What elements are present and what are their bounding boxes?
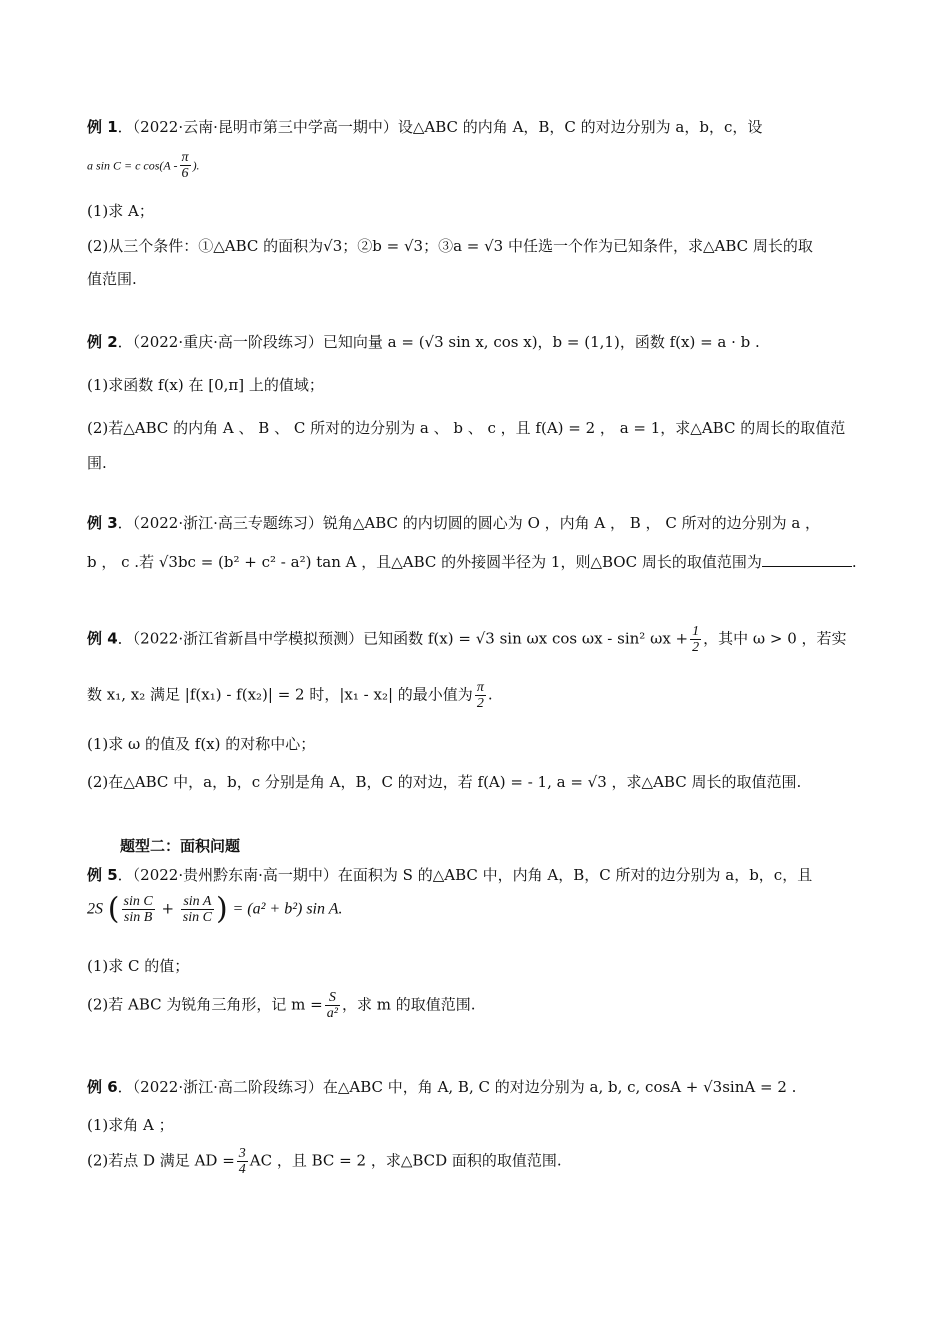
- example-3-period: .: [851, 553, 857, 571]
- example-4-one-half: [690, 624, 701, 655]
- example-3-line-2: [87, 551, 870, 573]
- example-5-question-2-text: (2)若 ABC 为锐角三角形，记 m =: [87, 995, 323, 1014]
- example-4-source-tail: ，其中 ω > 0 ，若实: [703, 629, 847, 648]
- example-6-question-2-tail: AC ，且 BC = 2 ，求△BCD 面积的取值范围.: [249, 1151, 562, 1170]
- right-paren: ): [215, 891, 228, 927]
- example-3-label: 例 3: [87, 514, 118, 532]
- example-1-pi-over-6: [180, 150, 191, 181]
- example-5-source: ．（2022·贵州黔东南·高一期中）在面积为 S 的△ABC 中，内角 A，B，C 所对的边分别为 a，b，c，且: [117, 866, 813, 884]
- example-3-header: [87, 512, 870, 534]
- example-5-S-over-a2: [325, 990, 340, 1021]
- example-1-formula: [87, 150, 870, 186]
- left-paren: (: [107, 891, 120, 927]
- example-6-label: 例 6: [87, 1078, 118, 1096]
- example-3-condition: b ， c .若 √3bc = (b² + c² - a²) tan A ，且△ABC 的外接圆半径为 1，则△BOC 周长的取值范围为: [87, 553, 762, 571]
- fraction-denominator: 4: [238, 1162, 246, 1177]
- example-1-formula-tail: ).: [192, 158, 200, 173]
- example-4-question-2: (2)在△ABC 中，a，b，c 分别是角 A，B，C 的对边，若 f(A) = - 1, a = √3 ，求△ABC 周长的取值范围.: [87, 773, 802, 791]
- fraction-denominator: a²: [326, 1006, 338, 1021]
- example-2-source: ．（2022·重庆·高一阶段练习）已知向量 a = (√3 sin x, cos x)，b = (1,1)，函数 f(x) = a · b .: [117, 333, 760, 351]
- example-5-sinC-over-sinB: [122, 894, 155, 925]
- example-1-header: [87, 116, 870, 138]
- example-6-three-quarters: [237, 1146, 248, 1177]
- example-2-question-1: (1)求函数 f(x) 在 [0,π] 上的值域；: [87, 376, 324, 394]
- example-2-label: 例 2: [87, 333, 118, 351]
- fraction-denominator: 6: [181, 166, 189, 181]
- example-4-period: .: [487, 685, 493, 704]
- example-5-sinA-over-sinC: [181, 894, 214, 925]
- fraction-numerator: 3: [238, 1146, 246, 1161]
- example-5-header: [87, 864, 870, 886]
- answer-blank: [762, 552, 852, 567]
- example-5-label: 例 5: [87, 866, 118, 884]
- fraction-numerator: π: [181, 150, 189, 165]
- example-4-pi-over-2: [475, 680, 486, 711]
- example-4-condition: 数 x₁, x₂ 满足 |f(x₁) - f(x₂)| = 2 时，|x₁ - x₂| 的最小值为: [87, 685, 473, 704]
- example-1-formula-lhs: a sin C = c cos(A -: [87, 158, 178, 173]
- example-1-question-1: (1)求 A；: [87, 202, 154, 220]
- example-5-formula-pre: 2S: [87, 900, 103, 918]
- example-2-question-2: (2)若△ABC 的内角 A 、 B 、 C 所对的边分别为 a 、 b 、 c ，且 f(A) = 2 ， a = 1，求△ABC 的周长的取值范: [87, 419, 846, 437]
- example-6-header: [87, 1076, 870, 1098]
- example-5-question-2-tail: ，求 m 的取值范围.: [341, 995, 476, 1014]
- example-5-formula-post: = (a² + b²) sin A.: [232, 900, 343, 918]
- example-5-formula: 2S ( $\frac{\text{sin C}}{\text{sin B}}$ + $\frac{\text{sin A}}{\text{sin C}}$ ) = (a² + b²) sin A.: [87, 891, 343, 927]
- example-1-label: 例 1: [87, 118, 118, 136]
- example-4-label: 例 4: [87, 629, 118, 648]
- fraction-numerator: sin A: [181, 894, 214, 910]
- example-6-question-1: (1)求角 A ；: [87, 1116, 174, 1134]
- fraction-numerator: S: [325, 990, 340, 1006]
- fraction-denominator: 2: [692, 640, 700, 655]
- fraction-denominator: 2: [476, 696, 484, 711]
- example-4-line-2: [87, 680, 870, 720]
- example-3-source: ．（2022·浙江·高三专题练习）锐角△ABC 的内切圆的圆心为 O ，内角 A ， B ， C 所对的边分别为 a ，: [117, 514, 821, 532]
- example-6-source: ．（2022·浙江·高二阶段练习）在△ABC 中，角 A, B, C 的对边分别为 a, b, c, cosA + √3sinA = 2 .: [117, 1078, 797, 1096]
- example-1-source: ．（2022·云南·昆明市第三中学高一期中）设△ABC 的内角 A，B，C 的对边分别为 a，b，c，设: [117, 118, 763, 136]
- example-4-source: ．（2022·浙江省新昌中学模拟预测）已知函数 f(x) = √3 sin ωx cos ωx - sin² ωx +: [117, 629, 689, 648]
- example-1-question-2-cont: 值范围.: [87, 270, 137, 288]
- fraction-numerator: sin C: [123, 894, 153, 909]
- section-heading: 题型二：面积问题: [120, 837, 241, 855]
- example-6-question-2-text: (2)若点 D 满足 AD =: [87, 1151, 235, 1170]
- example-6-question-2: [87, 1146, 870, 1190]
- example-1-question-2: (2)从三个条件：①△ABC 的面积为√3；②b = √3；③a = √3 中任选一个作为已知条件，求△ABC 周长的取: [87, 237, 813, 255]
- example-4-question-1: (1)求 ω 的值及 f(x) 的对称中心；: [87, 735, 316, 753]
- fraction-numerator: π: [476, 680, 484, 695]
- example-5-question-1: (1)求 C 的值；: [87, 957, 190, 975]
- example-4-header: [87, 624, 870, 664]
- fraction-numerator: 1: [692, 624, 700, 639]
- fraction-denominator: sin B: [123, 910, 153, 925]
- example-2-question-2-cont: 围.: [87, 454, 107, 472]
- example-2-header: [87, 331, 870, 353]
- fraction-denominator: sin C: [182, 910, 212, 925]
- example-5-question-2: [87, 990, 870, 1034]
